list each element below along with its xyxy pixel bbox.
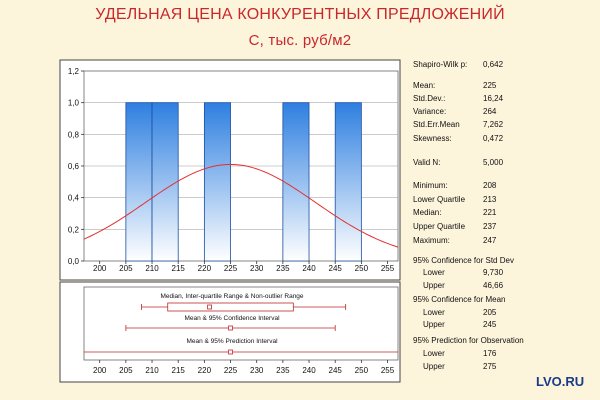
histogram-bar [152, 103, 178, 261]
boxplot-center-marker [208, 305, 212, 309]
boxplot-x-tick-label: 210 [145, 366, 159, 375]
x-tick-label: 230 [250, 264, 264, 273]
boxplot-center-marker [229, 350, 233, 354]
boxplot-box [168, 303, 294, 311]
watermark: LVO.RU [536, 374, 585, 389]
boxplot-x-tick-label: 240 [302, 366, 316, 375]
stat-label: Mean: [413, 81, 436, 90]
stat-value: 176 [483, 349, 497, 358]
stat-label: Std.Err.Mean [413, 120, 460, 129]
x-tick-label: 200 [93, 264, 107, 273]
stat-label: 95% Confidence for Mean [413, 295, 506, 304]
histogram-bar [283, 103, 309, 261]
x-tick-label: 250 [354, 264, 369, 273]
x-tick-label: 255 [380, 264, 395, 273]
stat-label: Median: [413, 208, 442, 217]
stat-label: Upper Quartile [413, 222, 466, 231]
stat-label: Std.Dev.: [413, 94, 446, 103]
stat-label: Lower [423, 308, 445, 317]
y-tick-label: 0,6 [67, 162, 79, 171]
stat-value: 0,472 [483, 134, 504, 143]
stat-value: 5,000 [483, 158, 504, 167]
stat-value: 213 [483, 195, 497, 204]
boxplot-label: Median, Inter-quartile Range & Non-outlier Range [160, 293, 304, 300]
boxplot-x-tick-label: 220 [197, 366, 212, 375]
boxplot-center-marker [229, 326, 233, 330]
x-tick-label: 205 [119, 264, 133, 273]
chart-title: УДЕЛЬНАЯ ЦЕНА КОНКУРЕНТНЫХ ПРЕДЛОЖЕНИЙ [95, 6, 505, 23]
boxplot-x-tick-label: 200 [93, 366, 107, 375]
stat-label: 95% Prediction for Observation [413, 336, 524, 345]
stat-label: 95% Confidence for Std Dev [413, 256, 514, 265]
chart-subtitle: С, тыс. руб/м2 [248, 32, 352, 49]
boxplot-x-tick-label: 235 [276, 366, 290, 375]
y-tick-label: 0,8 [67, 130, 79, 140]
stat-label: Upper [423, 281, 445, 290]
boxplot-x-tick-label: 245 [328, 366, 342, 375]
histogram-bar [126, 103, 152, 261]
stat-value: 9,730 [483, 268, 504, 277]
histogram-bar [335, 103, 361, 261]
stat-label: Lower [423, 349, 445, 358]
stat-label: Minimum: [413, 181, 448, 190]
histogram-bar [204, 103, 230, 261]
stat-label: Variance: [413, 107, 447, 116]
stat-value: 237 [483, 222, 497, 231]
stat-value: 0,642 [483, 60, 504, 69]
stat-label: Upper [423, 320, 445, 329]
y-tick-label: 1,0 [67, 98, 79, 108]
boxplot-x-tick-label: 205 [119, 366, 133, 375]
boxplot-x-tick-label: 225 [223, 366, 238, 375]
x-tick-label: 235 [276, 264, 290, 273]
stat-value: 264 [483, 107, 497, 116]
y-tick-label: 0,0 [67, 257, 79, 266]
y-tick-label: 0,2 [67, 225, 79, 235]
stat-value: 275 [483, 362, 497, 371]
stat-label: Upper [423, 362, 445, 371]
y-tick-label: 1,2 [67, 67, 79, 76]
boxplot-x-tick-label: 215 [171, 366, 185, 375]
stat-label: Lower [423, 268, 445, 277]
boxplot-label: Mean & 95% Confidence Interval [184, 315, 280, 322]
x-tick-label: 215 [171, 264, 185, 273]
x-tick-label: 245 [328, 264, 342, 273]
stat-label: Shapiro-Wilk p: [413, 60, 468, 69]
stat-value: 16,24 [483, 94, 504, 103]
stat-value: 208 [483, 181, 497, 190]
x-tick-label: 210 [145, 264, 159, 273]
stat-label: Valid N: [413, 158, 441, 167]
y-tick-label: 0,4 [67, 193, 79, 203]
stat-value: 245 [483, 320, 497, 329]
boxplot-x-tick-label: 230 [250, 366, 264, 375]
stat-value: 46,66 [483, 281, 504, 290]
boxplot-x-tick-label: 255 [380, 366, 395, 375]
stat-label: Skewness: [413, 134, 452, 143]
stat-value: 205 [483, 308, 497, 317]
stat-value: 221 [483, 208, 497, 217]
stat-value: 225 [483, 81, 497, 90]
stat-label: Lower Quartile [413, 195, 466, 204]
boxplot-label: Mean & 95% Prediction Interval [186, 338, 278, 345]
stat-label: Maximum: [413, 236, 450, 245]
x-tick-label: 225 [223, 264, 238, 273]
stat-value: 7,262 [483, 120, 504, 129]
x-tick-label: 220 [197, 264, 212, 273]
boxplot-x-tick-label: 250 [354, 366, 369, 375]
stat-value: 247 [483, 236, 497, 245]
x-tick-label: 240 [302, 264, 316, 273]
